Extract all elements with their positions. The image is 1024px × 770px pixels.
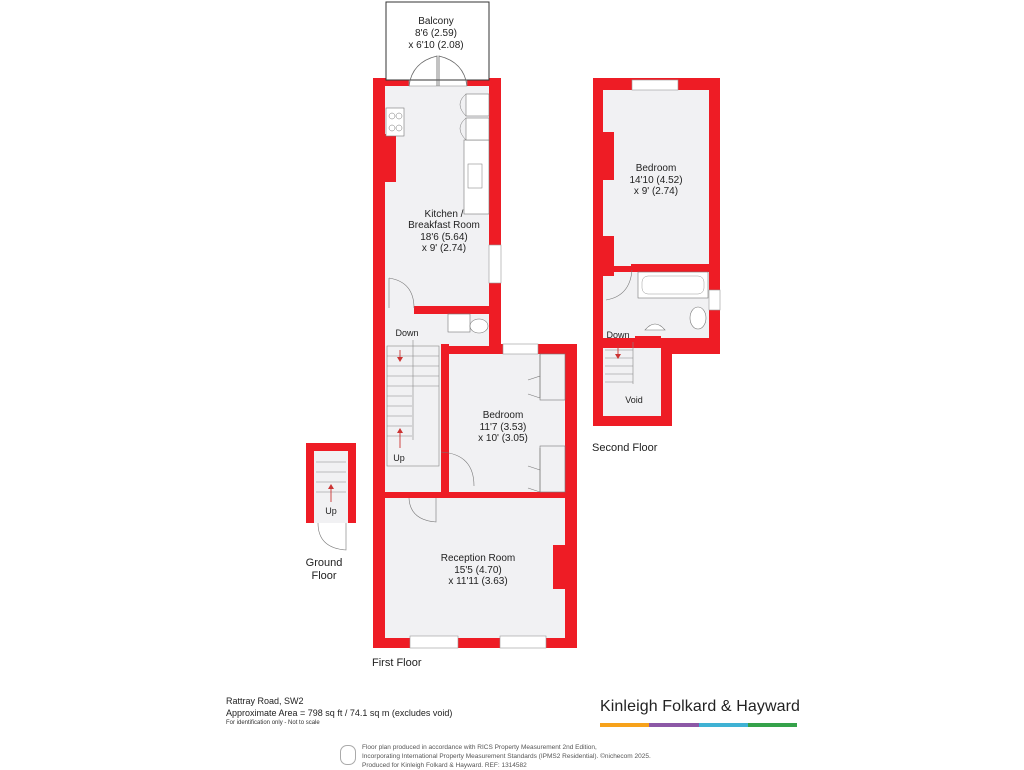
- brand-bar-orange: [600, 723, 649, 727]
- reception-name: Reception Room: [440, 553, 516, 564]
- bedroom1-dim1: 11'7 (3.53): [479, 422, 527, 433]
- reception-dim2: x 11'11 (3.63): [448, 576, 508, 587]
- first-floor-plan: [373, 2, 577, 648]
- second-floor-label: Second Floor: [592, 442, 658, 454]
- brand-color-bar: [600, 723, 797, 727]
- property-address: Rattray Road, SW2: [226, 696, 304, 706]
- disclaimer: For identification only - Not to scale: [226, 720, 320, 726]
- brand-bar-blue: [699, 723, 748, 727]
- kitchen-dim2: x 9' (2.74): [421, 243, 467, 254]
- balcony-dim1: 8'6 (2.59): [415, 28, 457, 39]
- second-floor-plan: [593, 78, 720, 426]
- kitchen-name1: Kitchen /: [424, 209, 464, 220]
- info-icon: [340, 745, 356, 765]
- property-area: Approximate Area = 798 sq ft / 74.1 sq m (excludes void): [226, 708, 453, 718]
- stair-area: [385, 346, 443, 492]
- brand-bar-purple: [649, 723, 698, 727]
- first-floor-label: First Floor: [372, 657, 422, 669]
- ground-floor-label-2: Floor: [311, 570, 337, 582]
- bedroom2-dim2: x 9' (2.74): [633, 186, 679, 197]
- ground-floor-label-1: Ground: [305, 557, 343, 569]
- stairs-up-label: Up: [393, 453, 405, 463]
- brand-bar-green: [748, 723, 797, 727]
- stairs-down-label-2: Down: [606, 330, 630, 340]
- bedroom1-name: Bedroom: [482, 410, 524, 421]
- stairs-down-label: Down: [395, 328, 419, 338]
- bedroom2-dim1: 14'10 (4.52): [629, 175, 683, 186]
- bedroom1-dim2: x 10' (3.05): [478, 433, 528, 444]
- note-line-3: Produced for Kinleigh Folkard & Hayward. REF: 1314582: [362, 762, 527, 769]
- bedroom2-name: Bedroom: [635, 163, 677, 174]
- ground-up-label: Up: [325, 506, 337, 516]
- note-line-2: Incorporating International Property Measurement Standards (IPMS2 Residential). ©nichecom 2025.: [362, 753, 651, 760]
- note-line-1: Floor plan produced in accordance with RICS Property Measurement 2nd Edition,: [362, 744, 597, 751]
- balcony-name: Balcony: [418, 16, 454, 27]
- measurement-note: [362, 743, 651, 770]
- property-info: [226, 695, 452, 719]
- void-label: Void: [625, 395, 643, 405]
- ground-floor-plan: [306, 443, 356, 550]
- reception-dim1: 15'5 (4.70): [454, 565, 502, 576]
- kitchen-dim1: 18'6 (5.64): [420, 232, 468, 243]
- brand-name: Kinleigh Folkard & Hayward: [600, 698, 801, 715]
- balcony-dim2: x 6'10 (2.08): [408, 40, 464, 51]
- kitchen-name2: Breakfast Room: [408, 220, 480, 231]
